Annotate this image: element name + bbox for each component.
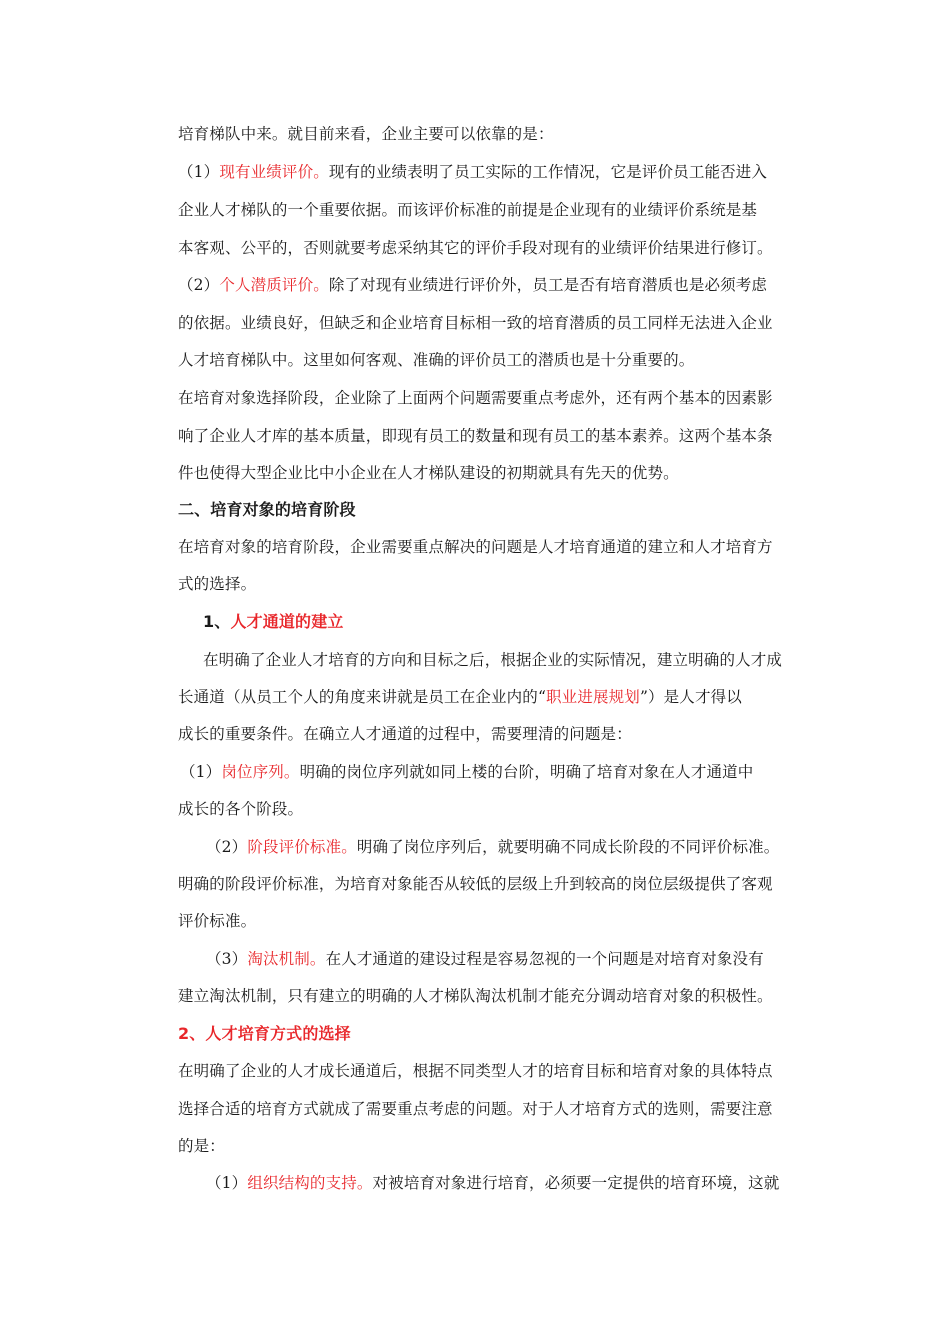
paragraph-line [178,161,767,183]
line-text: 在人才通道的建设过程是容易忽视的一个问题是对培育对象没有 [325,950,764,968]
paragraph-line: 的依据。业绩良好，但缺乏和企业培育目标相一致的培育潜质的员工同样无法进入企业 [178,314,773,332]
list-number: （1） [206,1174,248,1192]
paragraph-line: 本客观、公平的，否则就要考虑采纳其它的评价手段对现有的业绩评价结果进行修订。 [178,239,773,257]
paragraph-line: 在明确了企业人才培育的方向和目标之后，根据企业的实际情况，建立明确的人才成 [203,651,783,669]
section-heading: 二、培育对象的培育阶段 [178,500,356,519]
highlight-term: 个人潜质评价。 [219,276,329,294]
subsection-heading [203,611,344,633]
paragraph-line: 明确的阶段评价标准，为培育对象能否从较低的层级上升到较高的岗位层级提供了客观 [178,875,773,893]
line-text: 现有的业绩表明了员工实际的工作情况，它是评价员工能否进入 [328,163,768,181]
list-number: （2） [178,276,220,294]
paragraph-line: 评价标准。 [178,912,257,930]
paragraph-line: 响了企业人才库的基本质量，即现有员工的数量和现有员工的基本素养。这两个基本条 [178,427,773,445]
line-text: 长通道（从员工个人的角度来讲就是员工在企业内的“ [178,688,547,706]
paragraph-line [206,1172,779,1194]
line-text: 明确了岗位序列后，就要明确不同成长阶段的不同评价标准。 [356,838,780,856]
heading-text: 人才通道的建立 [230,612,344,631]
paragraph-line: 成长的各个阶段。 [178,800,304,818]
paragraph-line [180,761,753,783]
paragraph-line [206,948,764,970]
line-text: ”）是人才得以 [639,688,742,706]
paragraph-line: 式的选择。 [178,575,257,593]
paragraph-line: 的是： [178,1137,225,1155]
paragraph-line: 选择合适的培育方式就成了需要重点考虑的问题。对于人才培育方式的选则，需要注意 [178,1100,773,1118]
highlight-term: 现有业绩评价。 [219,163,329,181]
paragraph-line: 在培育对象的培育阶段，企业需要重点解决的问题是人才培育通道的建立和人才培育方 [178,538,773,556]
paragraph-line [178,274,767,296]
paragraph-line: 在培育对象选择阶段，企业除了上面两个问题需要重点考虑外，还有两个基本的因素影 [178,389,773,407]
list-number: （1） [180,763,222,781]
paragraph-line [206,836,779,858]
list-number: （2） [206,838,248,856]
subsection-heading: 2、人才培育方式的选择 [178,1024,351,1043]
paragraph-line: 企业人才梯队的一个重要依据。而该评价标准的前提是企业现有的业绩评价系统是基 [178,201,758,219]
paragraph-line: 件也使得大型企业比中小企业在人才梯队建设的初期就具有先天的优势。 [178,464,679,482]
paragraph-line: 人才培育梯队中。这里如何客观、准确的评价员工的潜质也是十分重要的。 [178,351,695,369]
highlight-term: 阶段评价标准。 [247,838,357,856]
list-number: （1） [178,163,220,181]
highlight-term: 淘汰机制。 [247,950,326,968]
line-text: 明确的岗位序列就如同上楼的台阶，明确了培育对象在人才通道中 [299,763,754,781]
paragraph-line [178,686,742,708]
highlight-term: 组织结构的支持。 [247,1174,373,1192]
line-text: 对被培育对象进行培育，必须要一定提供的培育环境，这就 [372,1174,780,1192]
paragraph-line: 建立淘汰机制，只有建立的明确的人才梯队淘汰机制才能充分调动培育对象的积极性。 [178,987,773,1005]
highlight-term: 职业进展规划 [546,688,640,706]
highlight-term: 岗位序列。 [221,763,300,781]
heading-number: 1、 [203,612,231,631]
line-text: 除了对现有业绩进行评价外，员工是否有培育潜质也是必须考虑 [328,276,768,294]
list-number: （3） [206,950,248,968]
paragraph-line: 成长的重要条件。在确立人才通道的过程中，需要理清的问题是： [178,725,632,743]
paragraph-line: 培育梯队中来。就目前来看，企业主要可以依靠的是： [178,125,554,143]
paragraph-line: 在明确了企业的人才成长通道后，根据不同类型人才的培育目标和培育对象的具体特点 [178,1062,773,1080]
